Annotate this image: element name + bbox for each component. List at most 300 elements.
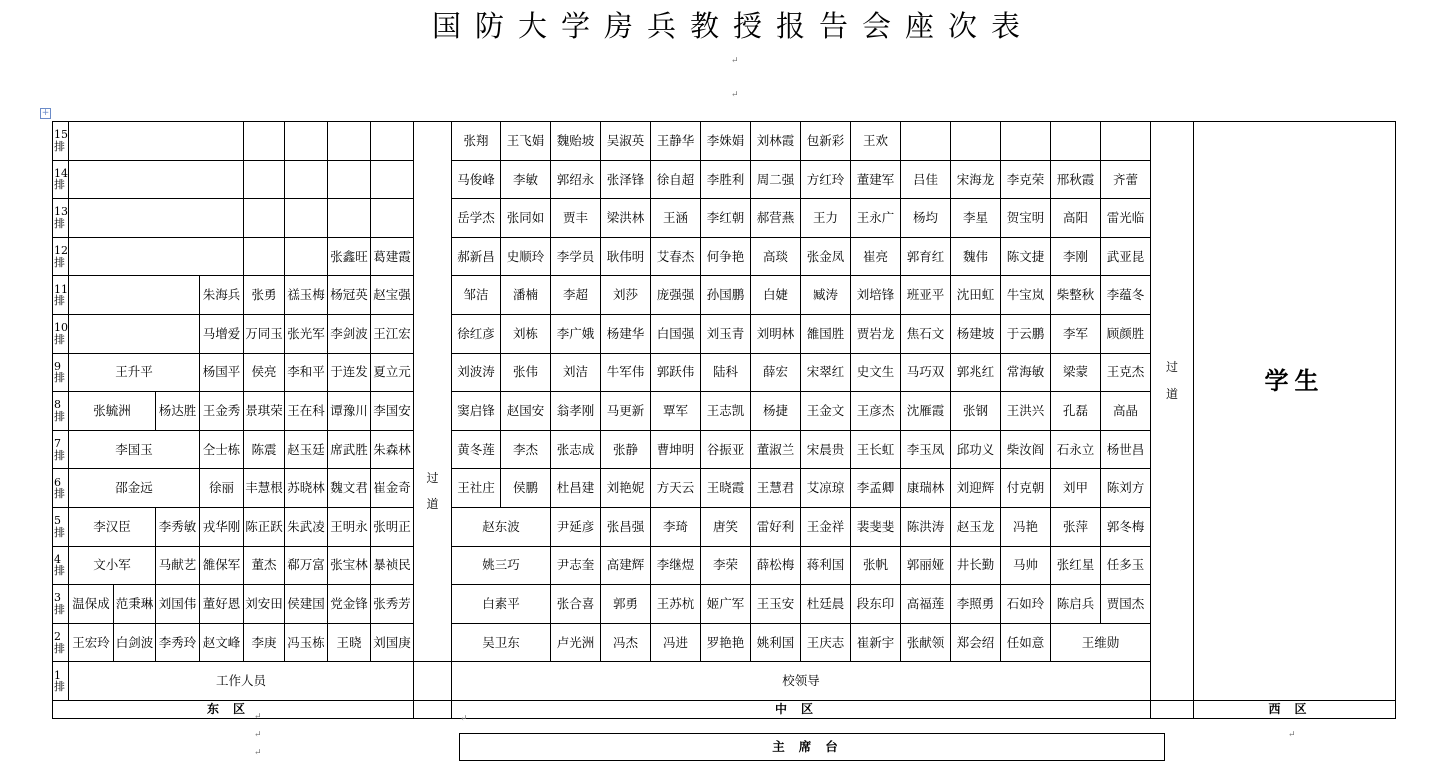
seat-cell: 李和平 [285,353,328,392]
seat-cell: 张钢 [951,392,1001,431]
seat-cell: 黄冬莲 [452,430,501,469]
seat-cell: 姚利国 [751,623,801,662]
seat-cell: 赵玉廷 [285,430,328,469]
seat-cell: 李秀敏 [156,507,200,546]
seat-cell: 李敏 [501,160,551,199]
row-label: 12 排 [53,237,69,276]
seat-cell: 李广娥 [551,314,601,353]
seat-cell: 尹延彦 [551,507,601,546]
seat-cell [285,199,328,238]
seat-cell: 杨建坡 [951,314,1001,353]
seat-cell: 邹洁 [452,276,501,315]
seat-cell: 郭勇 [601,585,651,624]
seat-cell: 方红玲 [801,160,851,199]
paragraph-mark: ↵ [1288,730,1296,740]
seat-cell: 姚三巧 [452,546,551,585]
seat-cell: 石永立 [1051,430,1101,469]
seat-cell: 王晓 [328,623,371,662]
seat-cell: 张静 [601,430,651,469]
seat-cell: 康瑞林 [901,469,951,508]
seat-cell: 岳学杰 [452,199,501,238]
row-label: 7 排 [53,430,69,469]
seat-cell [1101,122,1151,161]
seat-cell: 朱森林 [371,430,414,469]
seat-cell: 雒保军 [200,546,244,585]
seat-cell: 苏晓林 [285,469,328,508]
seat-cell: 贺宝明 [1001,199,1051,238]
seat-cell: 王明永 [328,507,371,546]
seat-cell [328,160,371,199]
seat-cell: 宋翠红 [801,353,851,392]
seat-cell: 庞强强 [651,276,701,315]
seat-cell: 赵玉龙 [951,507,1001,546]
seat-cell: 武亚昆 [1101,237,1151,276]
zone-east-label: 东区 [53,700,414,718]
aisle-right [1151,122,1194,701]
row-label: 14 排 [53,160,69,199]
seat-cell: 陈洪涛 [901,507,951,546]
seat-cell: 王涵 [651,199,701,238]
seat-cell: 张同如 [501,199,551,238]
seat-cell: 翁孝刚 [551,392,601,431]
seat-cell: 唐笑 [701,507,751,546]
seat-cell: 雷光临 [1101,199,1151,238]
seat-cell: 李继煜 [651,546,701,585]
seat-cell: 顾颜胜 [1101,314,1151,353]
seat-cell: 宋海龙 [951,160,1001,199]
seat-cell: 杜昌建 [551,469,601,508]
seat-cell: 张泽锋 [601,160,651,199]
seat-cell: 张红星 [1051,546,1101,585]
seat-cell: 张毓洲 [69,392,156,431]
seat-cell: 暴祯民 [371,546,414,585]
seat-cell: 史顺玲 [501,237,551,276]
seat-cell: 魏贻坡 [551,122,601,161]
seat-cell: 赵东波 [452,507,551,546]
seat-cell: 李国安 [371,392,414,431]
seat-cell: 王克杰 [1101,353,1151,392]
seat-cell: 裴斐斐 [851,507,901,546]
seat-cell: 李学员 [551,237,601,276]
seat-cell: 任如意 [1001,623,1051,662]
seat-cell: 王慧君 [751,469,801,508]
seat-cell: 王静华 [651,122,701,161]
seat-cell: 高阳 [1051,199,1101,238]
seat-cell [69,237,244,276]
paragraph-mark: ↵ [460,714,468,724]
seat-cell: 李蕴冬 [1101,276,1151,315]
seat-cell: 侯鹏 [501,469,551,508]
seat-cell: 宋晨贵 [801,430,851,469]
seat-cell [371,199,414,238]
seat-cell: 牛宝岚 [1001,276,1051,315]
seat-cell: 张秀芳 [371,585,414,624]
seat-cell: 李胜利 [701,160,751,199]
seat-cell: 齐蕾 [1101,160,1151,199]
seat-cell: 李红朝 [701,199,751,238]
paragraph-mark: ↵ [254,730,262,740]
seat-cell: 贾岩龙 [851,314,901,353]
seat-cell: 席武胜 [328,430,371,469]
seat-cell [285,237,328,276]
row-label: 1 排 [53,662,69,701]
seat-cell: 张宝林 [328,546,371,585]
seat-cell: 张帆 [851,546,901,585]
seat-cell: 侯亮 [244,353,285,392]
seat-cell: 杜廷晨 [801,585,851,624]
seat-cell: 刘明林 [751,314,801,353]
seat-cell: 李姝娟 [701,122,751,161]
seat-cell: 吴卫东 [452,623,551,662]
seat-cell [244,199,285,238]
seat-cell: 王升平 [69,353,200,392]
seat-cell: 尹志奎 [551,546,601,585]
seat-cell: 李超 [551,276,601,315]
seat-cell [371,160,414,199]
paragraph-mark: ↵ [254,748,262,758]
seat-cell: 郗万富 [285,546,328,585]
seat-cell: 高晶 [1101,392,1151,431]
seat-cell: 覃军 [651,392,701,431]
paragraph-mark: ↵ [731,56,739,66]
seat-cell: 李刚 [1051,237,1101,276]
seat-cell: 薛宏 [751,353,801,392]
seat-cell: 王在科 [285,392,328,431]
seat-cell [69,160,244,199]
page-title: 国防大学房兵教授报告会座次表 [431,9,1034,43]
seating-table [52,121,1396,719]
seat-cell: 禚玉梅 [285,276,328,315]
seat-cell [901,122,951,161]
row-label: 5 排 [53,507,69,546]
seat-cell [371,122,414,161]
zone-middle-label: 中区 [452,700,1151,718]
seat-cell: 梁蒙 [1051,353,1101,392]
seat-cell: 郭丽娅 [901,546,951,585]
seat-cell: 张萍 [1051,507,1101,546]
row-label: 4 排 [53,546,69,585]
podium-box: 主席台 [459,733,1165,761]
seat-cell: 蒋利国 [801,546,851,585]
seat-cell-leaders: 校领导 [452,662,1151,701]
row-label: 10 排 [53,314,69,353]
seat-cell: 赵国安 [501,392,551,431]
seat-cell [1001,122,1051,161]
seat-cell: 王金祥 [801,507,851,546]
seat-cell: 王力 [801,199,851,238]
seat-cell: 崔新宇 [851,623,901,662]
seat-cell: 刘莎 [601,276,651,315]
seat-cell: 郭跃伟 [651,353,701,392]
seat-cell [69,199,244,238]
seat-cell: 雷好利 [751,507,801,546]
seat-cell: 文小军 [69,546,156,585]
seat-cell: 郭育红 [901,237,951,276]
seat-cell: 张金凤 [801,237,851,276]
seat-cell: 陈震 [244,430,285,469]
seat-cell: 雒国胜 [801,314,851,353]
seat-cell: 艾凉琼 [801,469,851,508]
paragraph-mark: ↵ [731,90,739,100]
seat-cell: 方天云 [651,469,701,508]
seat-cell: 董好恩 [200,585,244,624]
seat-cell: 贾丰 [551,199,601,238]
seat-cell: 郭兆红 [951,353,1001,392]
seat-cell: 董淑兰 [751,430,801,469]
seat-cell: 王晓霞 [701,469,751,508]
seat-cell: 景琪荣 [244,392,285,431]
seat-cell: 董杰 [244,546,285,585]
seat-cell [285,160,328,199]
seat-cell: 郝营燕 [751,199,801,238]
seat-cell: 王苏杭 [651,585,701,624]
seat-cell: 白婕 [751,276,801,315]
seat-cell: 张鑫旺 [328,237,371,276]
seat-cell: 潘楠 [501,276,551,315]
table-move-handle[interactable]: + [41,108,50,118]
seat-cell: 段东印 [851,585,901,624]
seat-cell: 薛松梅 [751,546,801,585]
seat-cell: 郭冬梅 [1101,507,1151,546]
seat-cell: 李孟卿 [851,469,901,508]
seat-cell: 李星 [951,199,1001,238]
seat-cell: 李国玉 [69,430,200,469]
aisle-label: 过 道 [426,470,439,512]
seat-cell [328,199,371,238]
seat-cell: 张明正 [371,507,414,546]
seat-cell: 邵金远 [69,469,200,508]
seat-cell: 戎华刚 [200,507,244,546]
seat-cell: 谷振亚 [701,430,751,469]
seat-cell: 刘林霞 [751,122,801,161]
seat-cell: 夏立元 [371,353,414,392]
seat-cell: 高琰 [751,237,801,276]
seat-cell: 王玉安 [751,585,801,624]
seat-cell: 郭绍永 [551,160,601,199]
seat-row [53,122,1396,161]
seat-cell: 王永广 [851,199,901,238]
seat-cell: 周二强 [751,160,801,199]
seat-cell: 张昌强 [601,507,651,546]
seat-cell: 于连发 [328,353,371,392]
seat-cell: 仝士栋 [200,430,244,469]
seat-cell: 刘国庚 [371,623,414,662]
seat-cell: 邱功义 [951,430,1001,469]
seat-cell: 卢光洲 [551,623,601,662]
seat-cell: 葛建霞 [371,237,414,276]
seat-cell: 朱海兵 [200,276,244,315]
seat-cell: 刘甲 [1051,469,1101,508]
seat-cell: 杨捷 [751,392,801,431]
seat-cell: 陆科 [701,353,751,392]
seat-cell: 李汉臣 [69,507,156,546]
seat-cell: 李玉凤 [901,430,951,469]
seat-cell: 王彦杰 [851,392,901,431]
seat-cell-staff: 工作人员 [69,662,414,701]
seat-cell: 沈雁霞 [901,392,951,431]
seat-cell [951,122,1001,161]
seat-cell: 王社庄 [452,469,501,508]
seat-cell: 吕佳 [901,160,951,199]
seat-cell: 陈刘方 [1101,469,1151,508]
seat-cell: 刘波涛 [452,353,501,392]
seat-cell: 刘迎辉 [951,469,1001,508]
seat-cell: 魏伟 [951,237,1001,276]
zone-blank [414,700,452,718]
aisle-label: 过 道 [1165,360,1178,401]
seat-cell: 马增爱 [200,314,244,353]
seat-cell: 任多玉 [1101,546,1151,585]
seat-cell: 刘玉青 [701,314,751,353]
seat-cell [244,160,285,199]
seat-cell: 丰慧根 [244,469,285,508]
seat-cell: 李秀玲 [156,623,200,662]
seat-cell: 付克朝 [1001,469,1051,508]
seat-cell: 刘艳妮 [601,469,651,508]
seat-cell: 刘洁 [551,353,601,392]
seat-cell: 侯建国 [285,585,328,624]
row-label: 6 排 [53,469,69,508]
seat-cell: 李杰 [501,430,551,469]
paragraph-mark: ↵ [254,712,262,722]
seat-cell: 常海敏 [1001,353,1051,392]
seat-cell: 王金文 [801,392,851,431]
seat-cell: 赵文峰 [200,623,244,662]
seat-cell [69,122,244,161]
seat-cell: 高福莲 [901,585,951,624]
aisle-left [414,122,452,662]
seat-cell [328,122,371,161]
seat-cell: 白剑波 [114,623,156,662]
seat-cell: 吴淑英 [601,122,651,161]
seat-cell: 于云鹏 [1001,314,1051,353]
seat-cell: 牛军伟 [601,353,651,392]
seat-cell: 刘安田 [244,585,285,624]
seat-cell: 范秉琳 [114,585,156,624]
row-label: 11 排 [53,276,69,315]
zone-west-label: 西区 [1194,700,1396,718]
seat-cell: 李荣 [701,546,751,585]
seat-cell: 李克荣 [1001,160,1051,199]
seat-cell: 孙国鹏 [701,276,751,315]
seat-cell: 梁洪林 [601,199,651,238]
seat-cell: 刘培锋 [851,276,901,315]
seat-cell: 何争艳 [701,237,751,276]
seat-cell: 李照勇 [951,585,1001,624]
seat-cell: 窦启锋 [452,392,501,431]
row-label: 2 排 [53,623,69,662]
seat-cell [244,122,285,161]
seat-cell: 井长勤 [951,546,1001,585]
seat-cell: 陈启兵 [1051,585,1101,624]
seat-cell: 杨达胜 [156,392,200,431]
seat-cell: 杨建华 [601,314,651,353]
seat-cell: 姬广军 [701,585,751,624]
seat-cell: 崔亮 [851,237,901,276]
seat-cell [69,314,200,353]
seat-cell: 王金秀 [200,392,244,431]
row-label: 15 排 [53,122,69,161]
seat-cell: 贾国杰 [1101,585,1151,624]
seat-cell [69,276,200,315]
seat-cell: 张伟 [501,353,551,392]
seat-cell: 焦石文 [901,314,951,353]
seat-cell [244,237,285,276]
seat-cell: 万同玉 [244,314,285,353]
seat-cell: 高建辉 [601,546,651,585]
seat-cell: 王志凯 [701,392,751,431]
seat-cell: 马俊峰 [452,160,501,199]
seat-cell: 沈田虹 [951,276,1001,315]
seat-cell: 张勇 [244,276,285,315]
seat-cell: 王宏玲 [69,623,114,662]
seat-cell: 温保成 [69,585,114,624]
row-label: 3 排 [53,585,69,624]
seat-cell: 李军 [1051,314,1101,353]
row-label: 13 排 [53,199,69,238]
seat-cell: 陈文捷 [1001,237,1051,276]
seat-cell: 王长虹 [851,430,901,469]
seat-cell: 柴整秋 [1051,276,1101,315]
seat-cell: 马巧双 [901,353,951,392]
seat-cell: 李庚 [244,623,285,662]
seat-cell: 郑会绍 [951,623,1001,662]
seat-cell: 李剑波 [328,314,371,353]
seat-cell: 张献领 [901,623,951,662]
seat-cell: 崔金奇 [371,469,414,508]
seat-cell: 马献艺 [156,546,200,585]
seat-cell: 杨国平 [200,353,244,392]
seat-cell: 罗艳艳 [701,623,751,662]
seat-cell: 耿伟明 [601,237,651,276]
aisle-left-bottom [414,662,452,701]
seat-cell: 王江宏 [371,314,414,353]
students-area: 学生 [1194,122,1396,701]
seat-cell: 李琦 [651,507,701,546]
seat-cell: 冯艳 [1001,507,1051,546]
seat-cell: 白素平 [452,585,551,624]
seat-cell: 董建军 [851,160,901,199]
seat-cell [1051,122,1101,161]
seat-cell: 杨世昌 [1101,430,1151,469]
seat-cell: 曹坤明 [651,430,701,469]
seat-cell: 班亚平 [901,276,951,315]
seat-cell: 刘国伟 [156,585,200,624]
seat-cell: 马帅 [1001,546,1051,585]
seat-cell: 马更新 [601,392,651,431]
seat-cell: 冯杰 [601,623,651,662]
seat-cell: 冯玉栋 [285,623,328,662]
seat-cell: 徐红彦 [452,314,501,353]
seat-cell: 杨冠英 [328,276,371,315]
row-label: 9 排 [53,353,69,392]
seat-cell: 史文生 [851,353,901,392]
seat-cell: 徐丽 [200,469,244,508]
seat-cell [285,122,328,161]
seat-cell: 白国强 [651,314,701,353]
seat-cell: 张合喜 [551,585,601,624]
seat-cell: 张光军 [285,314,328,353]
seat-cell: 艾春杰 [651,237,701,276]
seat-cell: 陈正跃 [244,507,285,546]
seat-cell: 王飞娟 [501,122,551,161]
seat-cell: 王欢 [851,122,901,161]
row-label: 8 排 [53,392,69,431]
seat-cell: 臧涛 [801,276,851,315]
seat-cell: 谭豫川 [328,392,371,431]
seat-cell: 邢秋霞 [1051,160,1101,199]
seat-cell: 张志成 [551,430,601,469]
